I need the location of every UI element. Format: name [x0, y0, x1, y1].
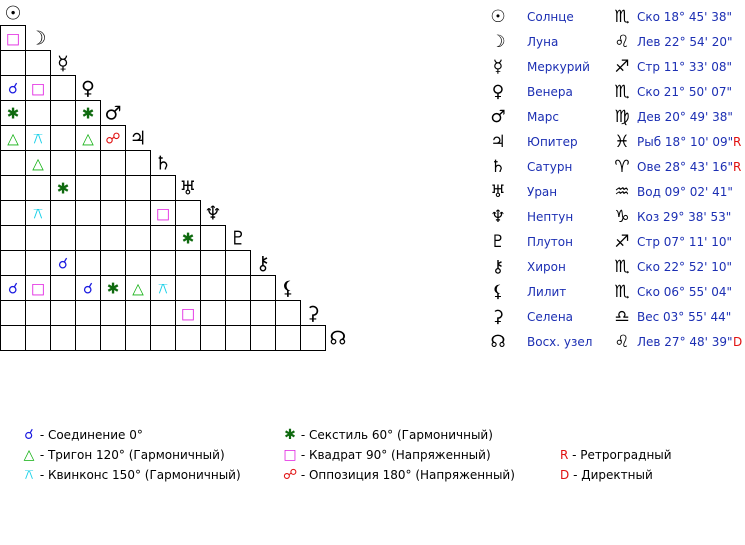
grid-cell — [26, 176, 51, 201]
legend-item-opposition — [283, 465, 515, 485]
grid-planet-glyph: ⚸ — [281, 277, 295, 300]
zodiac-sign-icon: ♓ — [614, 132, 630, 152]
legend-text: - Оппозиция 180° (Напряженный) — [297, 468, 515, 482]
grid-cell — [126, 326, 151, 351]
grid-cell — [26, 326, 51, 351]
square-icon: □ — [283, 447, 297, 463]
aspect-conjunction-mark: ☌ — [57, 254, 69, 273]
motion-flag: D — [733, 335, 743, 349]
grid-cell — [51, 276, 76, 301]
aspect-quincunx-mark: ⚻ — [158, 279, 168, 298]
motion-flag: R — [733, 135, 742, 149]
grid-cell — [126, 151, 151, 176]
grid-cell — [1, 226, 26, 251]
aspect-quincunx-mark: ⚻ — [33, 204, 43, 223]
grid-cell — [76, 201, 101, 226]
grid-planet-glyph: ☽ — [29, 27, 47, 50]
planet-glyph-icon: ⚸ — [491, 282, 505, 302]
aspect-sextile-mark: ✱ — [106, 279, 120, 298]
planet-glyph-icon: ⚷ — [491, 257, 505, 277]
grid-cell — [276, 301, 301, 326]
grid-cell — [101, 151, 126, 176]
grid-cell — [101, 226, 126, 251]
grid-cell — [201, 226, 226, 251]
planet-position: Рыб 18° 10' 09" — [637, 135, 734, 149]
grid-cell — [76, 151, 101, 176]
aspect-grid — [0, 0, 360, 360]
planet-glyph-icon: ♀ — [491, 82, 505, 102]
aspect-conjunction-mark: ☌ — [7, 79, 19, 98]
aspect-quincunx-mark: ⚻ — [33, 129, 43, 148]
zodiac-sign-icon: ♐ — [614, 232, 630, 252]
conjunction-icon: ☌ — [24, 427, 34, 443]
planet-glyph-icon: ♄ — [490, 157, 506, 177]
grid-cell — [1, 326, 26, 351]
zodiac-sign-icon: ♏ — [614, 282, 630, 302]
trine-icon: △ — [23, 447, 35, 463]
opposition-icon: ☍ — [283, 467, 298, 483]
grid-cell — [51, 151, 76, 176]
zodiac-sign-icon: ♏ — [614, 257, 630, 277]
grid-planet-glyph: ♆ — [204, 202, 222, 225]
planet-position: Ове 28° 43' 16" — [637, 160, 733, 174]
planet-position: Коз 29° 38' 53" — [637, 210, 732, 224]
legend-text: - Директный — [569, 468, 653, 482]
planet-glyph-icon: ♆ — [490, 207, 506, 227]
grid-planet-glyph: ☉ — [4, 2, 22, 25]
planet-position: Ско 21° 50' 07" — [637, 85, 733, 99]
grid-cell — [251, 276, 276, 301]
planet-glyph-icon: ♃ — [490, 132, 506, 152]
grid-cell — [26, 101, 51, 126]
planet-row — [486, 255, 745, 280]
legend-item-quincunx — [22, 465, 241, 485]
planet-row — [486, 55, 745, 80]
legend-text: - Квадрат 90° (Напряженный) — [297, 448, 491, 462]
zodiac-sign-icon: ♐ — [614, 57, 630, 77]
planet-row — [486, 30, 745, 55]
planet-position: Стр 07° 11' 10" — [637, 235, 733, 249]
planet-glyph-icon: ☽ — [490, 32, 506, 52]
aspect-trine-mark: △ — [132, 279, 144, 298]
grid-cell — [76, 301, 101, 326]
legend-text: - Ретроградный — [568, 448, 672, 462]
planet-position: Вод 09° 02' 41" — [637, 185, 733, 199]
motion-flag: R — [733, 160, 742, 174]
grid-cell — [101, 326, 126, 351]
planet-row — [486, 205, 745, 230]
planet-name: Марс — [527, 110, 559, 124]
planet-row — [486, 80, 745, 105]
planet-name: Селена — [527, 310, 574, 324]
planet-glyph-icon: ☿ — [492, 57, 504, 77]
zodiac-sign-icon: ♎ — [614, 307, 630, 327]
legend-letter: D — [560, 468, 570, 482]
grid-cell — [101, 301, 126, 326]
planet-row — [486, 280, 745, 305]
planet-row — [486, 5, 745, 30]
planet-glyph-icon: ☊ — [490, 332, 506, 352]
planet-position: Вес 03° 55' 44" — [637, 310, 732, 324]
grid-cell — [251, 301, 276, 326]
grid-cell — [226, 251, 251, 276]
legend-text: - Тригон 120° (Гармоничный) — [36, 448, 225, 462]
aspect-square-mark: □ — [155, 204, 171, 223]
quincunx-icon: ⚻ — [24, 467, 34, 483]
legend-item-R — [560, 445, 672, 465]
planet-name: Восх. узел — [527, 335, 593, 349]
planet-name: Луна — [527, 35, 559, 49]
zodiac-sign-icon: ♏ — [614, 7, 630, 27]
grid-cell — [51, 126, 76, 151]
grid-cell — [51, 201, 76, 226]
zodiac-sign-icon: ♍ — [614, 107, 630, 127]
grid-cell — [1, 51, 26, 76]
grid-cell — [226, 276, 251, 301]
planet-name: Венера — [527, 85, 573, 99]
planet-position: Ско 22° 52' 10" — [637, 260, 733, 274]
grid-cell — [226, 301, 251, 326]
grid-cell — [201, 251, 226, 276]
aspect-conjunction-mark: ☌ — [82, 279, 94, 298]
grid-cell — [201, 301, 226, 326]
grid-cell — [151, 326, 176, 351]
zodiac-sign-icon: ♏ — [614, 82, 630, 102]
planet-name: Хирон — [527, 260, 566, 274]
grid-cell — [76, 226, 101, 251]
legend-text: - Соединение 0° — [36, 428, 143, 442]
grid-cell — [126, 176, 151, 201]
grid-cell — [26, 251, 51, 276]
legend-text: - Квинконс 150° (Гармоничный) — [36, 468, 241, 482]
grid-cell — [51, 101, 76, 126]
grid-cell — [126, 251, 151, 276]
planet-name: Юпитер — [527, 135, 578, 149]
planet-position: Ско 18° 45' 38" — [637, 10, 733, 24]
planet-name: Нептун — [527, 210, 574, 224]
grid-cell — [201, 326, 226, 351]
planet-name: Меркурий — [527, 60, 590, 74]
grid-cell — [176, 201, 201, 226]
legend-item-D — [560, 465, 653, 485]
grid-cell — [26, 51, 51, 76]
grid-cell — [1, 301, 26, 326]
aspect-trine-mark: △ — [7, 129, 19, 148]
grid-cell — [101, 251, 126, 276]
grid-planet-glyph: ♂ — [104, 102, 122, 125]
planet-position: Стр 11° 33' 08" — [637, 60, 733, 74]
aspect-sextile-mark: ✱ — [81, 104, 95, 123]
legend-letter: R — [560, 448, 569, 462]
planet-name: Уран — [527, 185, 558, 199]
grid-cell — [301, 326, 326, 351]
grid-planet-glyph: ☊ — [329, 327, 347, 350]
legend-item-trine — [22, 445, 225, 465]
grid-cell — [76, 251, 101, 276]
grid-cell — [76, 176, 101, 201]
grid-cell — [126, 301, 151, 326]
planet-row — [486, 230, 745, 255]
grid-cell — [51, 301, 76, 326]
grid-planet-glyph: ⚳ — [306, 302, 320, 325]
legend-text: - Секстиль 60° (Гармоничный) — [297, 428, 493, 442]
planet-row — [486, 305, 745, 330]
grid-cell — [1, 201, 26, 226]
zodiac-sign-icon: ♌ — [614, 332, 630, 352]
grid-cell — [126, 226, 151, 251]
grid-cell — [26, 226, 51, 251]
planet-row — [486, 105, 745, 130]
grid-cell — [1, 176, 26, 201]
planet-row — [486, 180, 745, 205]
planet-position: Лев 27° 48' 39" — [637, 335, 733, 349]
grid-planet-glyph: ♅ — [179, 177, 197, 200]
aspect-square-mark: □ — [5, 29, 21, 48]
grid-cell — [176, 276, 201, 301]
grid-cell — [51, 76, 76, 101]
planet-row — [486, 130, 745, 155]
grid-cell — [151, 251, 176, 276]
aspect-sextile-mark: ✱ — [181, 229, 195, 248]
grid-cell — [1, 151, 26, 176]
zodiac-sign-icon: ♑ — [614, 207, 630, 227]
grid-planet-glyph: ♄ — [154, 152, 172, 175]
planet-row — [486, 155, 745, 180]
planet-name: Плутон — [527, 235, 573, 249]
planet-glyph-icon: ♇ — [490, 232, 506, 252]
planet-name: Солнце — [527, 10, 574, 24]
planet-position: Дев 20° 49' 38" — [637, 110, 733, 124]
planet-position: Лев 22° 54' 20" — [637, 35, 733, 49]
grid-cell — [176, 326, 201, 351]
aspect-sextile-mark: ✱ — [6, 104, 20, 123]
legend-item-sextile — [283, 425, 493, 445]
grid-planet-glyph: ♃ — [129, 127, 147, 150]
grid-cell — [26, 301, 51, 326]
zodiac-sign-icon: ♈ — [614, 157, 630, 177]
planet-row — [486, 330, 745, 355]
planet-glyph-icon: ⚳ — [491, 307, 505, 327]
aspect-opposition-mark: ☍ — [105, 129, 121, 148]
grid-cell — [1, 251, 26, 276]
grid-cell — [101, 176, 126, 201]
grid-planet-glyph: ☿ — [57, 52, 69, 75]
grid-cell — [176, 251, 201, 276]
grid-cell — [151, 176, 176, 201]
zodiac-sign-icon: ♒ — [614, 182, 630, 202]
grid-planet-glyph: ♀ — [81, 77, 95, 100]
aspect-square-mark: □ — [30, 79, 46, 98]
grid-cell — [51, 326, 76, 351]
grid-cell — [226, 326, 251, 351]
grid-cell — [76, 326, 101, 351]
aspect-conjunction-mark: ☌ — [7, 279, 19, 298]
legend-item-square — [283, 445, 491, 465]
planet-glyph-icon: ♂ — [490, 107, 506, 127]
aspect-square-mark: □ — [30, 279, 46, 298]
grid-planet-glyph: ⚷ — [256, 252, 270, 275]
legend-item-conjunction — [22, 425, 143, 445]
grid-cell — [51, 226, 76, 251]
sextile-icon: ✱ — [284, 427, 296, 443]
aspect-trine-mark: △ — [32, 154, 44, 173]
zodiac-sign-icon: ♌ — [614, 32, 630, 52]
grid-cell — [151, 226, 176, 251]
grid-cell — [126, 201, 151, 226]
aspect-trine-mark: △ — [82, 129, 94, 148]
aspect-sextile-mark: ✱ — [56, 179, 70, 198]
planet-position: Ско 06° 55' 04" — [637, 285, 733, 299]
planet-name: Лилит — [527, 285, 567, 299]
grid-cell — [201, 276, 226, 301]
planet-glyph-icon: ♅ — [490, 182, 506, 202]
grid-cell — [276, 326, 301, 351]
planet-name: Сатурн — [527, 160, 573, 174]
grid-planet-glyph: ♇ — [229, 227, 247, 250]
grid-cell — [151, 301, 176, 326]
grid-cell — [251, 326, 276, 351]
planet-glyph-icon: ☉ — [490, 7, 506, 27]
grid-cell — [101, 201, 126, 226]
aspect-square-mark: □ — [180, 304, 196, 323]
